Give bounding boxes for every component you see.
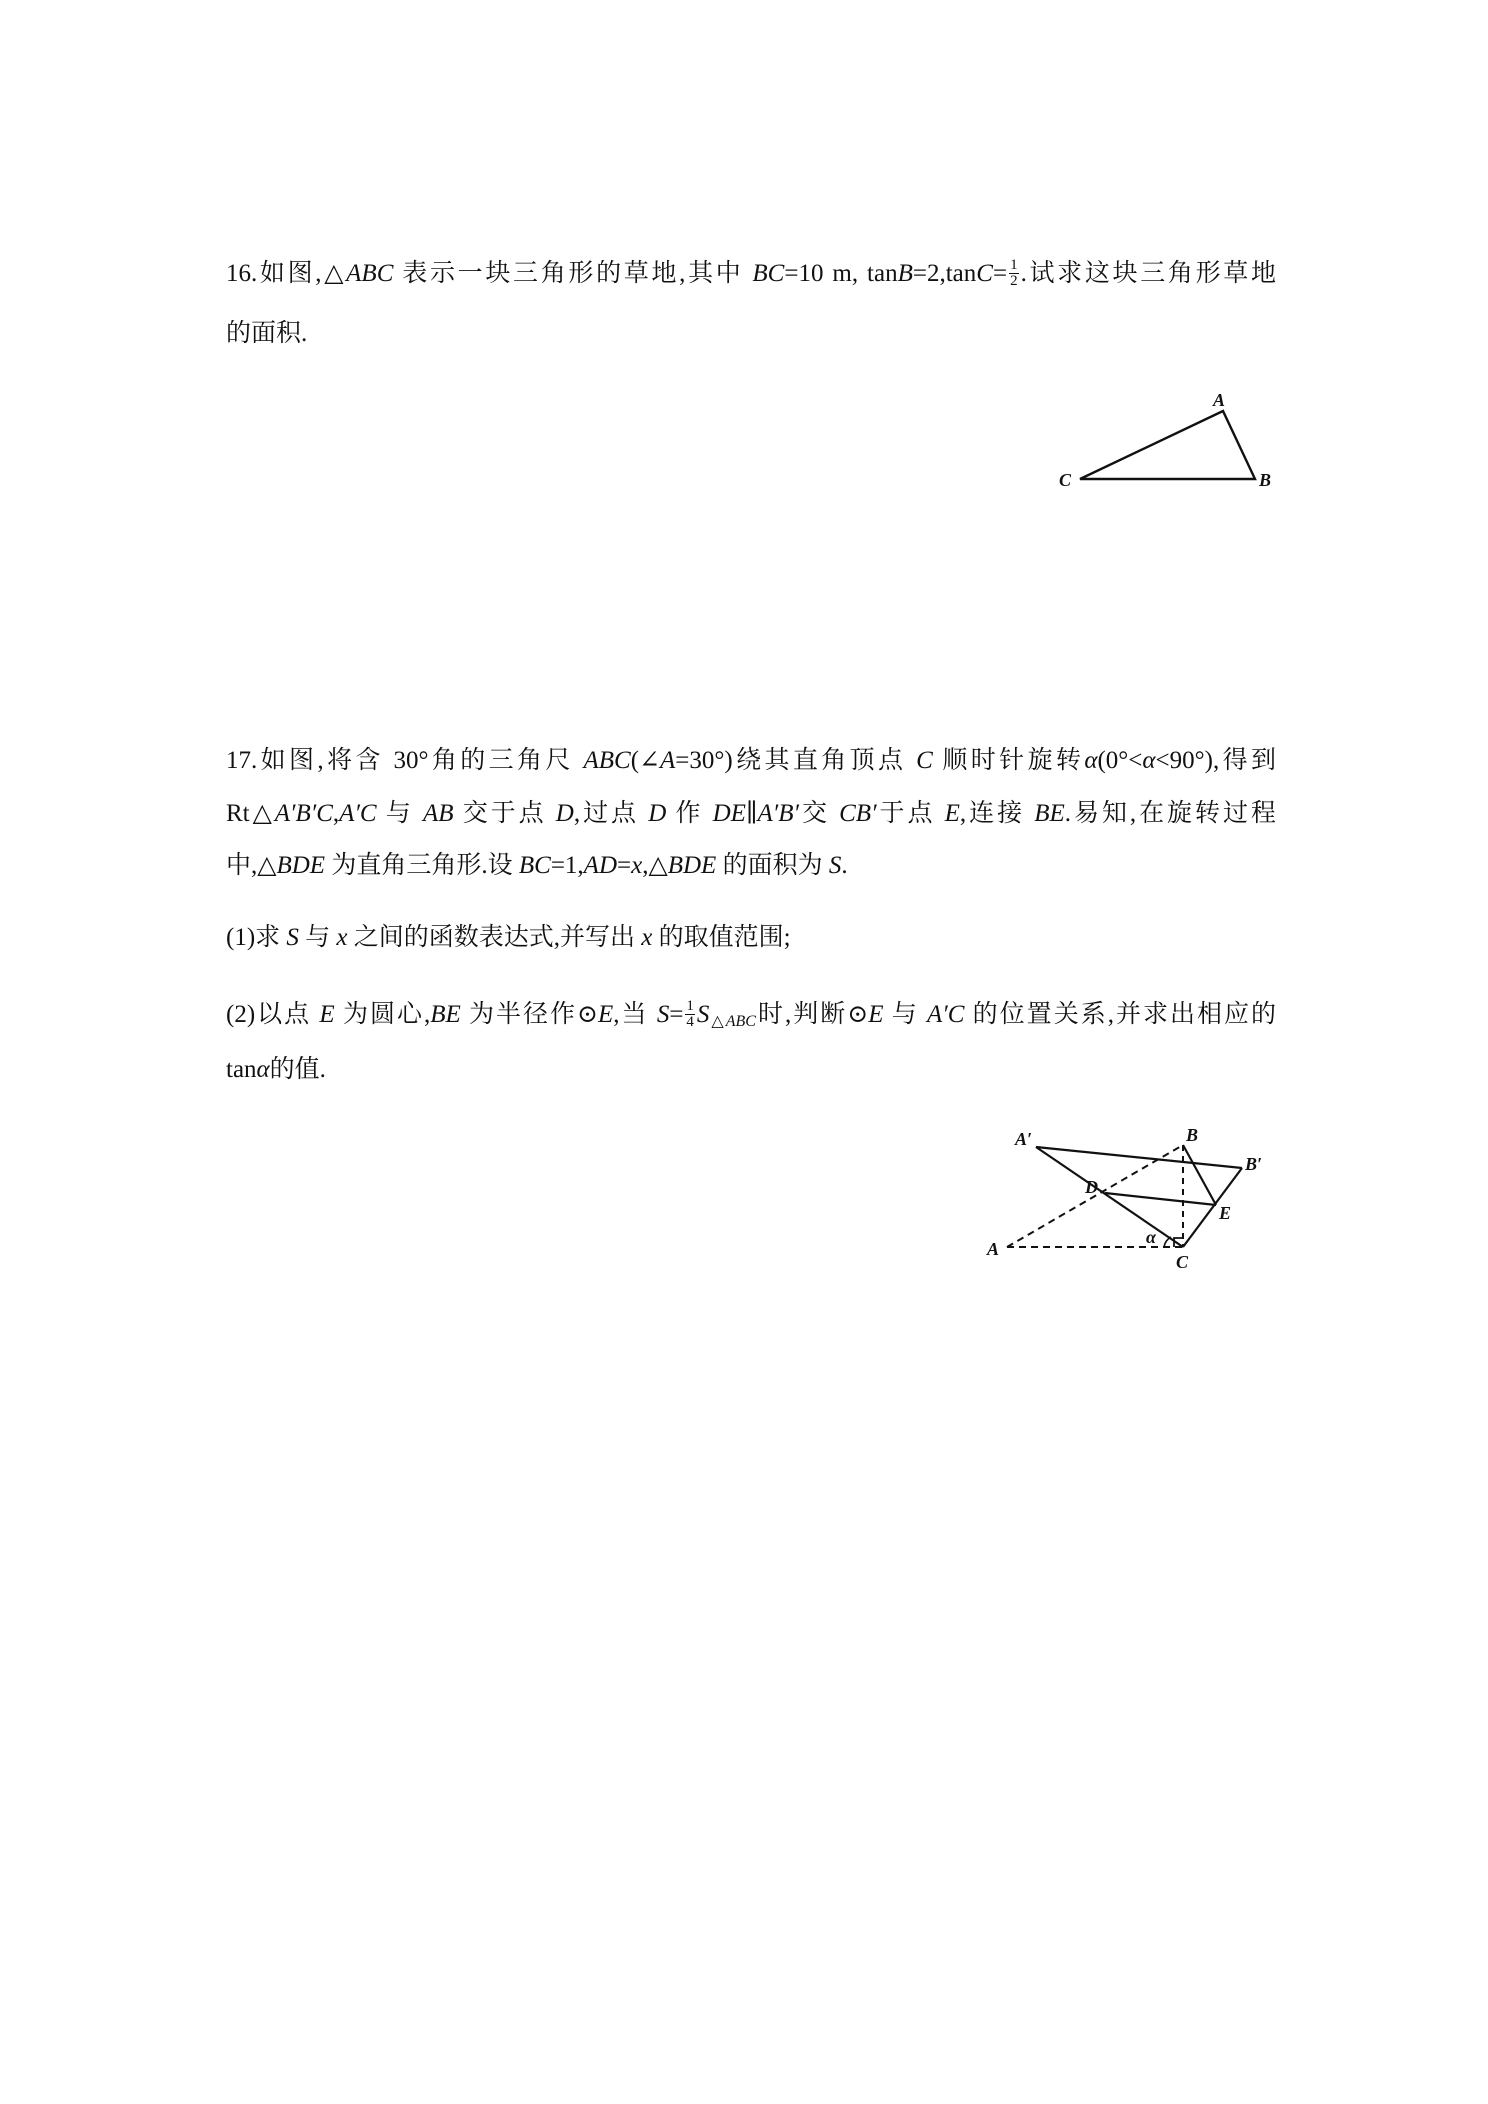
q16-label-c: C xyxy=(1059,470,1072,490)
q17-line-2: Rt△A′B′C,A′C 与 AB 交于点 D,过点 D 作 DE∥A′B′交 CB′于点 E,连接 BE.易知,在旋转过程 xyxy=(226,800,1276,827)
q17-label-b-prime: B′ xyxy=(1245,1154,1263,1174)
q17-label-d: D xyxy=(1085,1177,1098,1197)
q17-part-2-line-2: tanα的值. xyxy=(226,1056,326,1083)
fraction-one-half: $\frac{1}{2}$ xyxy=(1010,256,1018,289)
q17-part-2-line-1: (2)以点 E 为圆心,BE 为半径作⊙E,当 S= $\frac{1}{4}$ $S_{\triangle ABC}$时,判断⊙E 与 A′C 的位置关系,并求出相应的 xyxy=(226,997,1276,1030)
q17-part-1: (1)求 S 与 x 之间的函数表达式,并写出 x 的取值范围; xyxy=(226,924,791,951)
q16-label-b: B xyxy=(1259,470,1272,490)
q16-line-2: 的面积. xyxy=(226,320,308,347)
q17-label-e: E xyxy=(1219,1203,1232,1223)
q16-label-a: A xyxy=(1213,390,1226,410)
fraction-one-quarter: $\frac{1}{4}$ xyxy=(686,997,694,1030)
q17-label-a-prime: A′ xyxy=(1015,1129,1033,1149)
q17-line-3: 中,△BDE 为直角三角形.设 BC=1,AD=x,△BDE 的面积为 S. xyxy=(226,852,848,879)
q17-label-a: A xyxy=(987,1239,1000,1259)
q17-label-alpha: α xyxy=(1146,1227,1156,1247)
q17-rotation-figure xyxy=(975,1125,1285,1290)
q16-triangle-figure xyxy=(1050,385,1280,495)
q17-line-1: 17.如图,将含 30°角的三角尺 ABC(∠A=30°)绕其直角顶点 C 顺时针旋转α(0°<α<90°),得到 xyxy=(226,747,1276,774)
q16-line-1: 16.如图,△ABC 表示一块三角形的草地,其中 BC=10 m, tanB=2,tanC= $\frac{1}{2}$ .试求这块三角形草地 xyxy=(226,256,1276,289)
q17-label-c: C xyxy=(1176,1252,1189,1272)
q17-label-b: B xyxy=(1186,1125,1199,1145)
